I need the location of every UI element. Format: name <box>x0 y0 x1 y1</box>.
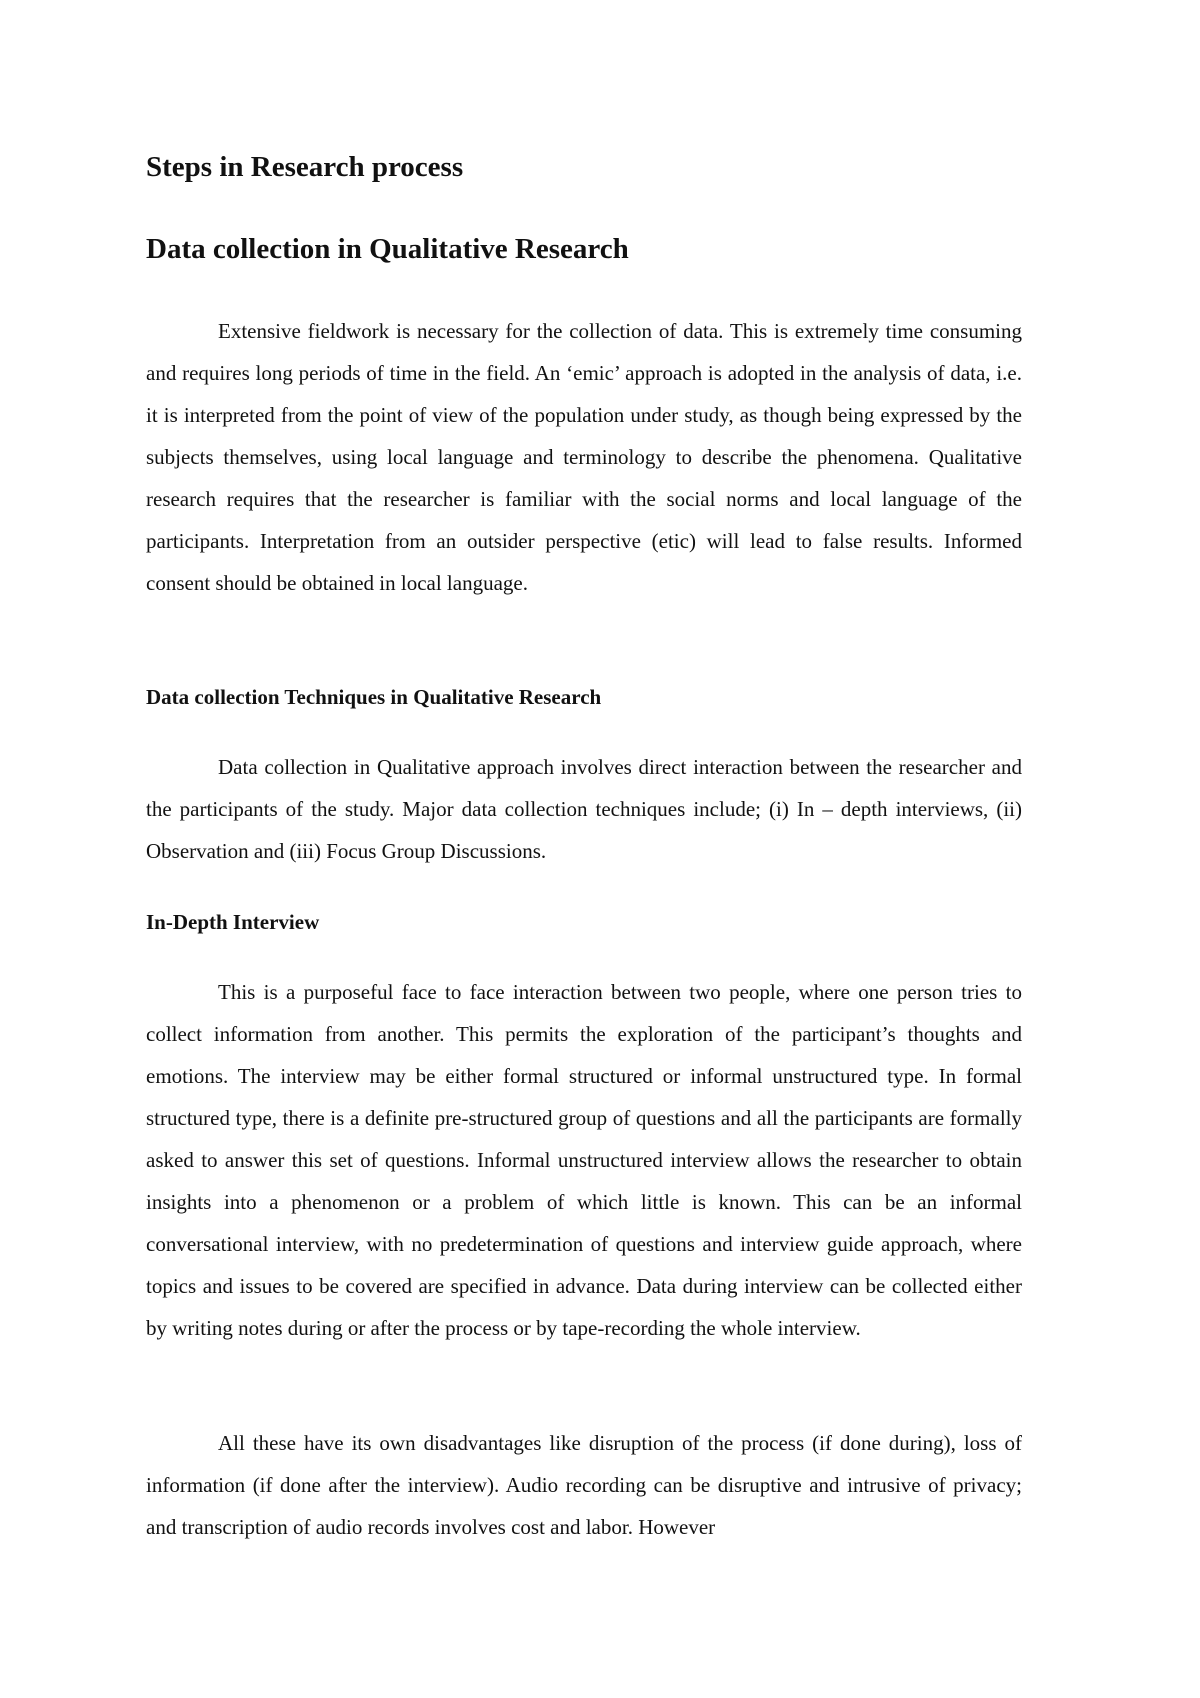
disadvantages-paragraph: All these have its own disadvantages like disruption of the process (if done during), loss of information (if done after the interview). Audio recording can be disruptive and intrusive of privacy; and transcription of audio records involves cost and labor. However <box>146 1431 1022 1539</box>
intro-paragraph: Extensive fieldwork is necessary for the collection of data. This is extremely time consuming and requires long periods of time in the field. An ‘emic’ approach is adopted in the analysis of data, i.e. it is interpreted from the point of view of the population under study, as though being expressed by the subjects themselves, using local language and terminology to describe the phenomena. Qualitative research requires that the researcher is familiar with the social norms and local language of the participants. Interpretation from an outsider perspective (etic) will lead to false results. Informed consent should be obtained in local language. <box>146 319 1022 595</box>
subheading-techniques: Data collection Techniques in Qualitative Research <box>146 685 602 709</box>
interview-paragraph: This is a purposeful face to face interaction between two people, where one person tries to collect information from another. This permits the exploration of the participant’s thoughts and emotions. The interview may be either formal structured or informal unstructured type. In formal structured type, there is a definite pre-structured group of questions and all the participants are formally asked to answer this set of questions. Informal unstructured interview allows the researcher to obtain insights into a phenomenon or a problem of which little is known. This can be an informal conversational interview, with no predetermination of questions and interview guide approach, where topics and issues to be covered are specified in advance. Data during interview can be collected either by writing notes during or after the process or by tape-recording the whole interview. <box>146 980 1022 1340</box>
document-page <box>146 0 1022 1698</box>
section-title: Data collection in Qualitative Research <box>146 233 629 265</box>
document-title: Steps in Research process <box>146 151 464 183</box>
techniques-paragraph: Data collection in Qualitative approach involves direct interaction between the researcher and the participants of the study. Major data collection techniques include; (i) In – depth interviews, (ii) Observation and (iii) Focus Group Discussions. <box>146 755 1022 863</box>
subheading-interview: In-Depth Interview <box>146 910 320 934</box>
